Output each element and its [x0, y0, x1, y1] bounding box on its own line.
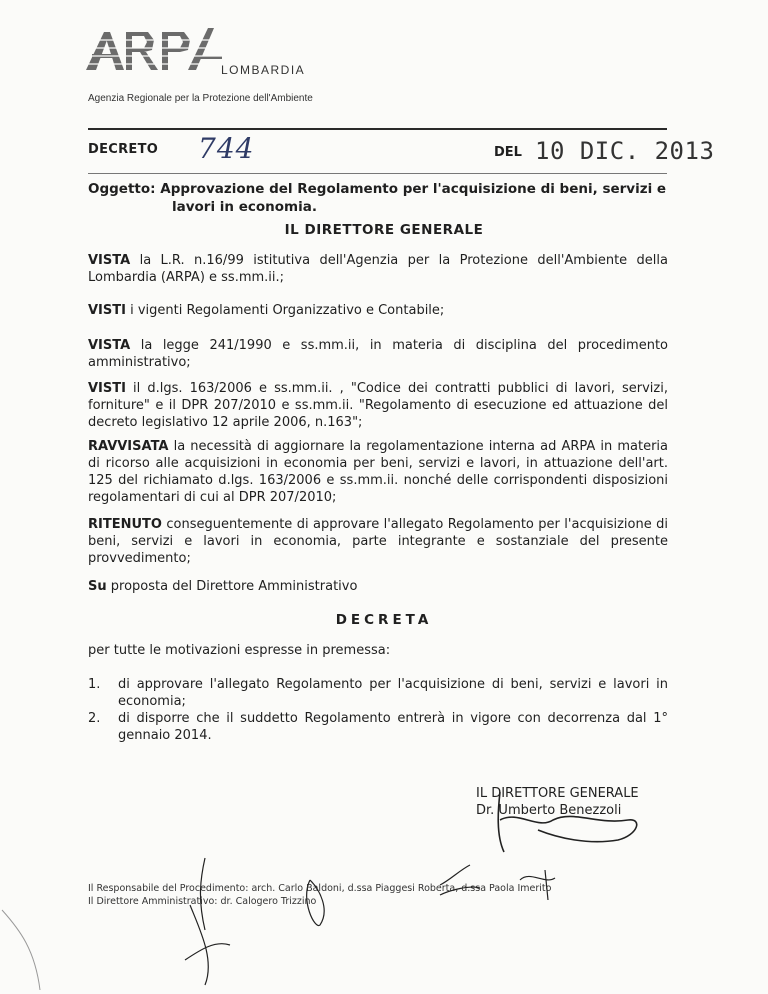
premise-text: i vigenti Regolamenti Organizzativo e Contabile; — [125, 303, 445, 318]
motivation-text: per tutte le motivazioni espresse in premessa: — [88, 643, 391, 658]
premise-keyword: VISTA — [88, 253, 131, 268]
premise-keyword: VISTI — [88, 303, 126, 318]
handwritten-signature — [478, 790, 678, 860]
logo-tagline: Agenzia Regionale per la Protezione dell'Ambiente — [88, 93, 313, 104]
date-label: DEL — [494, 145, 522, 160]
footer-responsible: Il Responsabile del Procedimento: arch. Carlo Baldoni, d.ssa Piaggesi Roberta, d.ssa Paola Imerito — [88, 883, 552, 894]
signature-name: Dr. Umberto Benezzoli — [476, 803, 622, 818]
premise-text: proposta del Direttore Amministrativo — [106, 579, 358, 594]
decree-rule — [88, 173, 667, 174]
premise-1 — [88, 252, 668, 286]
arpa-logo-mark — [84, 22, 224, 82]
logo-region: LOMBARDIA — [221, 63, 306, 77]
premise-4 — [88, 380, 668, 431]
premise-3 — [88, 337, 668, 371]
footer-admin-director: Il Direttore Amministrativo: dr. Calogero Trizzino — [88, 896, 317, 907]
subject-line-1: Approvazione del Regolamento per l'acquisizione di beni, servizi e — [160, 181, 667, 197]
signature-title: IL DIRETTORE GENERALE — [476, 786, 639, 801]
decreta-heading: DECRETA — [335, 612, 433, 628]
list-item — [88, 710, 668, 744]
premise-text: il d.lgs. 163/2006 e ss.mm.ii. , "Codice dei contratti pubblici di lavori, servizi, forniture" e il DPR 207/2010 e ss.mm.ii. "Regolamento di esecuzione ed attuazione del decreto legislativo 12 aprile 2006, n.163"; — [88, 381, 668, 430]
director-heading: IL DIRETTORE GENERALE — [284, 222, 484, 238]
premise-5 — [88, 438, 668, 506]
decree-date: 10 DIC. 2013 — [535, 137, 715, 165]
list-item-number: 2. — [88, 711, 101, 726]
footer — [88, 882, 551, 908]
list-item-number: 1. — [88, 677, 101, 692]
subject — [88, 180, 673, 216]
premise-6 — [88, 516, 668, 567]
premise-keyword: RITENUTO — [88, 517, 162, 532]
premise-text: la legge 241/1990 e ss.mm.ii, in materia di disciplina del procedimento amministrativo; — [88, 338, 668, 370]
premise-text: conseguentemente di approvare l'allegato Regolamento per l'acquisizione di beni, servizi e lavori in economia, parte integrante e sostanziale del presente provvedimento; — [88, 517, 668, 566]
decree-number: 744 — [198, 132, 255, 165]
list-item — [88, 676, 668, 710]
list-item-text: di approvare l'allegato Regolamento per l'acquisizione di beni, servizi e lavori in economia; — [118, 677, 668, 709]
premise-keyword: VISTA — [88, 338, 131, 353]
premise-keyword: VISTI — [88, 381, 126, 396]
premise-keyword: Su — [88, 579, 107, 594]
decision-list — [88, 676, 668, 744]
arpa-logo — [84, 22, 384, 102]
premise-text: la L.R. n.16/99 istitutiva dell'Agenzia per la Protezione dell'Ambiente della Lombardia (ARPA) e ss.mm.ii.; — [88, 253, 668, 285]
decree-label: DECRETO — [88, 142, 159, 157]
header-rule — [88, 128, 667, 130]
subject-line-2: lavori in economia. — [172, 199, 317, 215]
premise-keyword: RAVVISATA — [88, 439, 169, 454]
subject-label: Oggetto: — [88, 181, 156, 197]
premise-2 — [88, 302, 668, 319]
premise-text: la necessità di aggiornare la regolamentazione interna ad ARPA in materia di ricorso alle acquisizioni in economia per beni, servizi e lavori, in attuazione dell'art. 125 del richiamato d.lgs. 163/2006 e ss.mm.ii. nonché delle corrispondenti disposizioni regolamentari di cui al DPR 207/2010; — [88, 439, 668, 505]
list-item-text: di disporre che il suddetto Regolamento entrerà in vigore con decorrenza dal 1° gennaio 2014. — [118, 711, 668, 743]
premise-7 — [88, 578, 668, 595]
